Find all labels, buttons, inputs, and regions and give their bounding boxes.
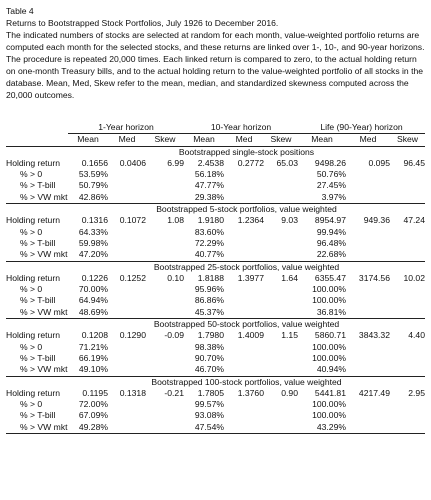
row-label: % > 0 — [20, 284, 43, 295]
table-cell — [346, 249, 390, 261]
table-cell — [224, 227, 264, 238]
table-cell — [346, 180, 390, 191]
table-cell — [390, 169, 425, 180]
table-cell — [390, 249, 425, 261]
table-row — [6, 295, 425, 306]
table-cell — [108, 227, 146, 238]
table-row — [6, 284, 425, 295]
table-cell: 1.7805 — [197, 387, 224, 398]
header-corner — [6, 134, 68, 146]
header-corner — [6, 122, 68, 134]
table-cell — [108, 180, 146, 191]
table-cell — [146, 399, 184, 410]
header-group-row — [6, 122, 425, 134]
table-cell: 70.00% — [78, 284, 108, 295]
table-cell: 100.00% — [312, 410, 346, 421]
table-cell: 1.4009 — [237, 330, 264, 341]
table-cell: 83.60% — [194, 226, 224, 237]
table-cell: 6355.47 — [314, 272, 346, 283]
horizon-group-header: 1-Year horizon — [68, 122, 184, 134]
table-cell — [264, 227, 298, 238]
table-cell — [264, 249, 298, 261]
panel-title-row — [6, 204, 425, 216]
table-cell: 40.77% — [184, 249, 224, 261]
table-row — [6, 399, 425, 410]
table-cell — [390, 410, 425, 421]
table-caption — [6, 5, 425, 101]
table-cell: 0.2772 — [237, 157, 264, 168]
row-label: % > 0 — [20, 341, 43, 352]
table-cell — [224, 422, 264, 434]
table-cell: 0.095 — [368, 157, 390, 168]
column-header: Skew — [264, 134, 298, 146]
table-cell — [346, 169, 390, 180]
table-cell: 0.1072 — [119, 215, 146, 226]
table-row — [6, 249, 425, 261]
table-cell — [108, 238, 146, 249]
row-label: Holding return — [6, 272, 60, 283]
table-cell: 47.20% — [68, 249, 108, 261]
table-label: Table 4 — [6, 6, 34, 16]
table-cell — [390, 284, 425, 295]
table-cell: 72.00% — [78, 399, 108, 410]
table-cell — [346, 410, 390, 421]
table-cell — [146, 227, 184, 238]
table-cell — [108, 295, 146, 306]
table-cell — [264, 399, 298, 410]
table-title: Returns to Bootstrapped Stock Portfolios, July 1926 to December 2016. — [6, 18, 279, 28]
table-cell: 2.4538 — [197, 157, 224, 168]
row-label: % > VW mkt — [6, 192, 68, 204]
panel-title-row — [6, 261, 425, 273]
table-cell — [146, 422, 184, 434]
table-cell — [224, 399, 264, 410]
table-cell: 9498.26 — [314, 157, 346, 168]
table-cell: 4.40 — [408, 330, 425, 341]
table-row — [6, 307, 425, 319]
table-cell — [390, 342, 425, 353]
table-cell: 0.10 — [167, 272, 184, 283]
table-cell: 0.1226 — [81, 272, 108, 283]
table-cell — [146, 353, 184, 364]
row-label: Holding return — [6, 215, 60, 226]
table-cell — [346, 192, 390, 204]
table-cell — [224, 342, 264, 353]
table-cell: 1.7980 — [197, 330, 224, 341]
table-cell — [390, 238, 425, 249]
table-cell: 27.45% — [316, 180, 346, 191]
panel-title-spacer — [6, 319, 68, 331]
table-cell: 99.94% — [316, 226, 346, 237]
results-table — [6, 122, 425, 434]
table-cell: 100.00% — [312, 352, 346, 363]
table-cell — [224, 169, 264, 180]
row-label: % > T-bill — [20, 352, 56, 363]
table-cell: 90.70% — [194, 352, 224, 363]
table-cell — [108, 364, 146, 376]
table-cell — [146, 180, 184, 191]
table-cell: 3174.56 — [358, 272, 390, 283]
row-label: % > VW mkt — [6, 307, 68, 319]
table-cell — [346, 353, 390, 364]
row-label: % > VW mkt — [6, 364, 68, 376]
table-cell — [108, 342, 146, 353]
table-cell: 59.98% — [78, 237, 108, 248]
table-cell: 949.36 — [363, 215, 390, 226]
row-label: % > 0 — [20, 169, 43, 180]
table-cell — [224, 284, 264, 295]
table-cell — [390, 180, 425, 191]
table-cell — [346, 422, 390, 434]
table-cell — [346, 342, 390, 353]
table-cell: 49.28% — [68, 422, 108, 434]
table-row — [6, 169, 425, 180]
column-header: Mean — [298, 134, 346, 146]
table-cell — [146, 364, 184, 376]
panel-title-spacer — [6, 261, 68, 273]
table-cell: 64.94% — [78, 295, 108, 306]
table-cell: 0.1208 — [81, 330, 108, 341]
column-header: Mean — [184, 134, 224, 146]
table-cell — [264, 180, 298, 191]
table-cell — [146, 342, 184, 353]
table-cell — [108, 399, 146, 410]
table-cell: -0.09 — [164, 330, 184, 341]
table-cell — [264, 295, 298, 306]
row-label: % > T-bill — [20, 237, 56, 248]
table-cell: 47.77% — [194, 180, 224, 191]
table-cell — [390, 364, 425, 376]
row-label: % > 0 — [20, 226, 43, 237]
table-cell: 42.86% — [68, 192, 108, 204]
table-cell — [146, 249, 184, 261]
table-cell — [264, 342, 298, 353]
table-cell — [224, 353, 264, 364]
table-cell: 50.76% — [316, 169, 346, 180]
column-header-row — [6, 134, 425, 146]
table-cell — [346, 399, 390, 410]
table-cell — [224, 238, 264, 249]
table-description: The indicated numbers of stocks are selected at random for each month, value-weighted portfolio returns are computed each month for the selected stocks, and these returns are linked over 1-, 10-, and 90-year horizons. The procedure is repeated 20,000 times. Each linked return is compared to zero, to the actual holding return on one-month Treasury bills, and to the actual holding return to the value-weighted portfolio of all stocks in the database. Mean, Med, Skew refer to the mean, median, and standardized skewness computed across the 20,000 outcomes. — [6, 30, 425, 100]
table-cell — [224, 192, 264, 204]
table-cell — [264, 364, 298, 376]
table-cell: 71.21% — [78, 341, 108, 352]
table-cell — [390, 227, 425, 238]
panel-title-spacer — [6, 376, 68, 388]
table-cell — [108, 422, 146, 434]
table-cell — [264, 169, 298, 180]
table-cell: 72.29% — [194, 237, 224, 248]
table-cell: 10.02 — [403, 272, 425, 283]
column-header: Skew — [390, 134, 425, 146]
table-cell — [146, 410, 184, 421]
table-row — [6, 342, 425, 353]
column-header: Med — [108, 134, 146, 146]
table-cell — [146, 192, 184, 204]
table-cell — [108, 307, 146, 319]
table-row — [6, 227, 425, 238]
table-cell: 0.0406 — [119, 157, 146, 168]
table-cell: 0.90 — [281, 387, 298, 398]
panel-title: Bootstrapped 50-stock portfolios, value weighted — [153, 319, 340, 330]
table-cell: 100.00% — [312, 341, 346, 352]
table-cell: 64.33% — [78, 226, 108, 237]
table-cell: 46.70% — [184, 364, 224, 376]
table-cell — [390, 422, 425, 434]
table-cell — [224, 249, 264, 261]
table-cell: 43.29% — [298, 422, 346, 434]
table-cell — [390, 399, 425, 410]
table-cell: 93.08% — [194, 410, 224, 421]
table-cell: 2.95 — [408, 387, 425, 398]
table-cell — [264, 410, 298, 421]
panel-title-spacer — [6, 204, 68, 216]
table-cell — [108, 353, 146, 364]
table-cell: 1.9180 — [197, 215, 224, 226]
table-cell: 56.18% — [194, 169, 224, 180]
table-cell — [224, 410, 264, 421]
column-header: Med — [346, 134, 390, 146]
horizon-group-header: Life (90-Year) horizon — [298, 122, 425, 134]
table-cell: 100.00% — [312, 295, 346, 306]
table-cell: 36.81% — [298, 307, 346, 319]
row-label: % > 0 — [20, 399, 43, 410]
table-cell — [146, 307, 184, 319]
table-cell — [108, 192, 146, 204]
table-cell: 3843.32 — [358, 330, 390, 341]
table-cell: 47.24 — [403, 215, 425, 226]
table-cell: 49.10% — [68, 364, 108, 376]
table-cell: 5441.81 — [314, 387, 346, 398]
table-cell — [346, 238, 390, 249]
table-cell: 66.19% — [78, 352, 108, 363]
table-cell: 0.1656 — [81, 157, 108, 168]
table-cell: 1.08 — [167, 215, 184, 226]
table-cell: 86.86% — [194, 295, 224, 306]
table-row — [6, 364, 425, 376]
column-header: Mean — [68, 134, 108, 146]
table-cell — [390, 353, 425, 364]
table-row — [6, 273, 425, 284]
table-cell — [346, 284, 390, 295]
table-cell — [224, 364, 264, 376]
table-cell — [224, 295, 264, 306]
table-cell: 8954.97 — [314, 215, 346, 226]
table-cell: 99.57% — [194, 399, 224, 410]
table-cell — [264, 284, 298, 295]
table-cell: 6.99 — [167, 157, 184, 168]
table-row — [6, 330, 425, 341]
row-label: % > VW mkt — [6, 249, 68, 261]
table-cell: 67.09% — [78, 410, 108, 421]
row-label: % > T-bill — [20, 410, 56, 421]
panel-title-row — [6, 376, 425, 388]
table-cell — [224, 180, 264, 191]
table-cell — [264, 353, 298, 364]
table-cell: 22.68% — [298, 249, 346, 261]
table-row — [6, 158, 425, 169]
table-cell — [390, 192, 425, 204]
table-cell — [390, 307, 425, 319]
row-label: Holding return — [6, 330, 60, 341]
table-cell — [108, 249, 146, 261]
table-cell — [346, 295, 390, 306]
panel-title-row — [6, 146, 425, 158]
panel-title: Bootstrapped 100-stock portfolios, value weighted — [151, 376, 342, 387]
table-cell: 3.97% — [298, 192, 346, 204]
table-cell — [108, 284, 146, 295]
table-cell — [146, 284, 184, 295]
panel-title-spacer — [6, 146, 68, 158]
table-row — [6, 192, 425, 204]
table-cell — [346, 364, 390, 376]
table-row — [6, 215, 425, 226]
table-row — [6, 388, 425, 399]
table-cell — [346, 227, 390, 238]
table-cell: 45.37% — [184, 307, 224, 319]
table-cell: 9.03 — [281, 215, 298, 226]
table-cell — [264, 307, 298, 319]
table-row — [6, 410, 425, 421]
table-cell: 29.38% — [184, 192, 224, 204]
panel-title-row — [6, 319, 425, 331]
table-cell: 100.00% — [312, 284, 346, 295]
row-label: % > T-bill — [20, 295, 56, 306]
table-cell: 0.1290 — [119, 330, 146, 341]
table-cell: 0.1316 — [81, 215, 108, 226]
row-label: % > T-bill — [20, 180, 56, 191]
table-cell — [264, 238, 298, 249]
table-cell — [264, 422, 298, 434]
table-cell: 98.38% — [194, 341, 224, 352]
table-cell — [108, 410, 146, 421]
horizon-group-header: 10-Year horizon — [184, 122, 298, 134]
table-cell: 53.59% — [78, 169, 108, 180]
table-cell: 1.64 — [281, 272, 298, 283]
table-cell — [108, 169, 146, 180]
panel-title: Bootstrapped single-stock positions — [178, 146, 315, 157]
table-cell: 5860.71 — [314, 330, 346, 341]
table-row — [6, 238, 425, 249]
table-cell: 50.79% — [78, 180, 108, 191]
table-cell: 1.3977 — [237, 272, 264, 283]
table-cell: 1.15 — [281, 330, 298, 341]
table-cell — [264, 192, 298, 204]
table-row — [6, 180, 425, 191]
table-cell: 1.2364 — [237, 215, 264, 226]
table-cell: 0.1195 — [82, 387, 108, 398]
table-cell: 65.03 — [276, 157, 298, 168]
table-cell: 96.48% — [316, 237, 346, 248]
table-cell: 0.1318 — [119, 387, 146, 398]
table-cell: 48.69% — [68, 307, 108, 319]
table-cell: 96.45 — [403, 157, 425, 168]
table-cell — [146, 169, 184, 180]
table-cell — [146, 295, 184, 306]
column-header: Med — [224, 134, 264, 146]
table-cell: 0.1252 — [119, 272, 146, 283]
table-cell: 4217.49 — [358, 387, 390, 398]
column-header: Skew — [146, 134, 184, 146]
row-label: Holding return — [6, 157, 60, 168]
table-cell — [224, 307, 264, 319]
table-row — [6, 353, 425, 364]
panel-title: Bootstrapped 25-stock portfolios, value weighted — [153, 261, 340, 272]
row-label: Holding return — [6, 387, 60, 398]
table-cell: 100.00% — [312, 399, 346, 410]
table-cell — [346, 307, 390, 319]
table-cell: 47.54% — [184, 422, 224, 434]
table-cell: 40.94% — [298, 364, 346, 376]
panel-title: Bootstrapped 5-stock portfolios, value weighted — [156, 204, 337, 215]
table-cell: 95.96% — [194, 284, 224, 295]
table-row — [6, 422, 425, 434]
table-cell — [390, 295, 425, 306]
table-cell: 1.8188 — [197, 272, 224, 283]
table-cell: 1.3760 — [237, 387, 264, 398]
row-label: % > VW mkt — [6, 422, 68, 434]
table-cell: -0.21 — [164, 387, 184, 398]
table-cell — [146, 238, 184, 249]
